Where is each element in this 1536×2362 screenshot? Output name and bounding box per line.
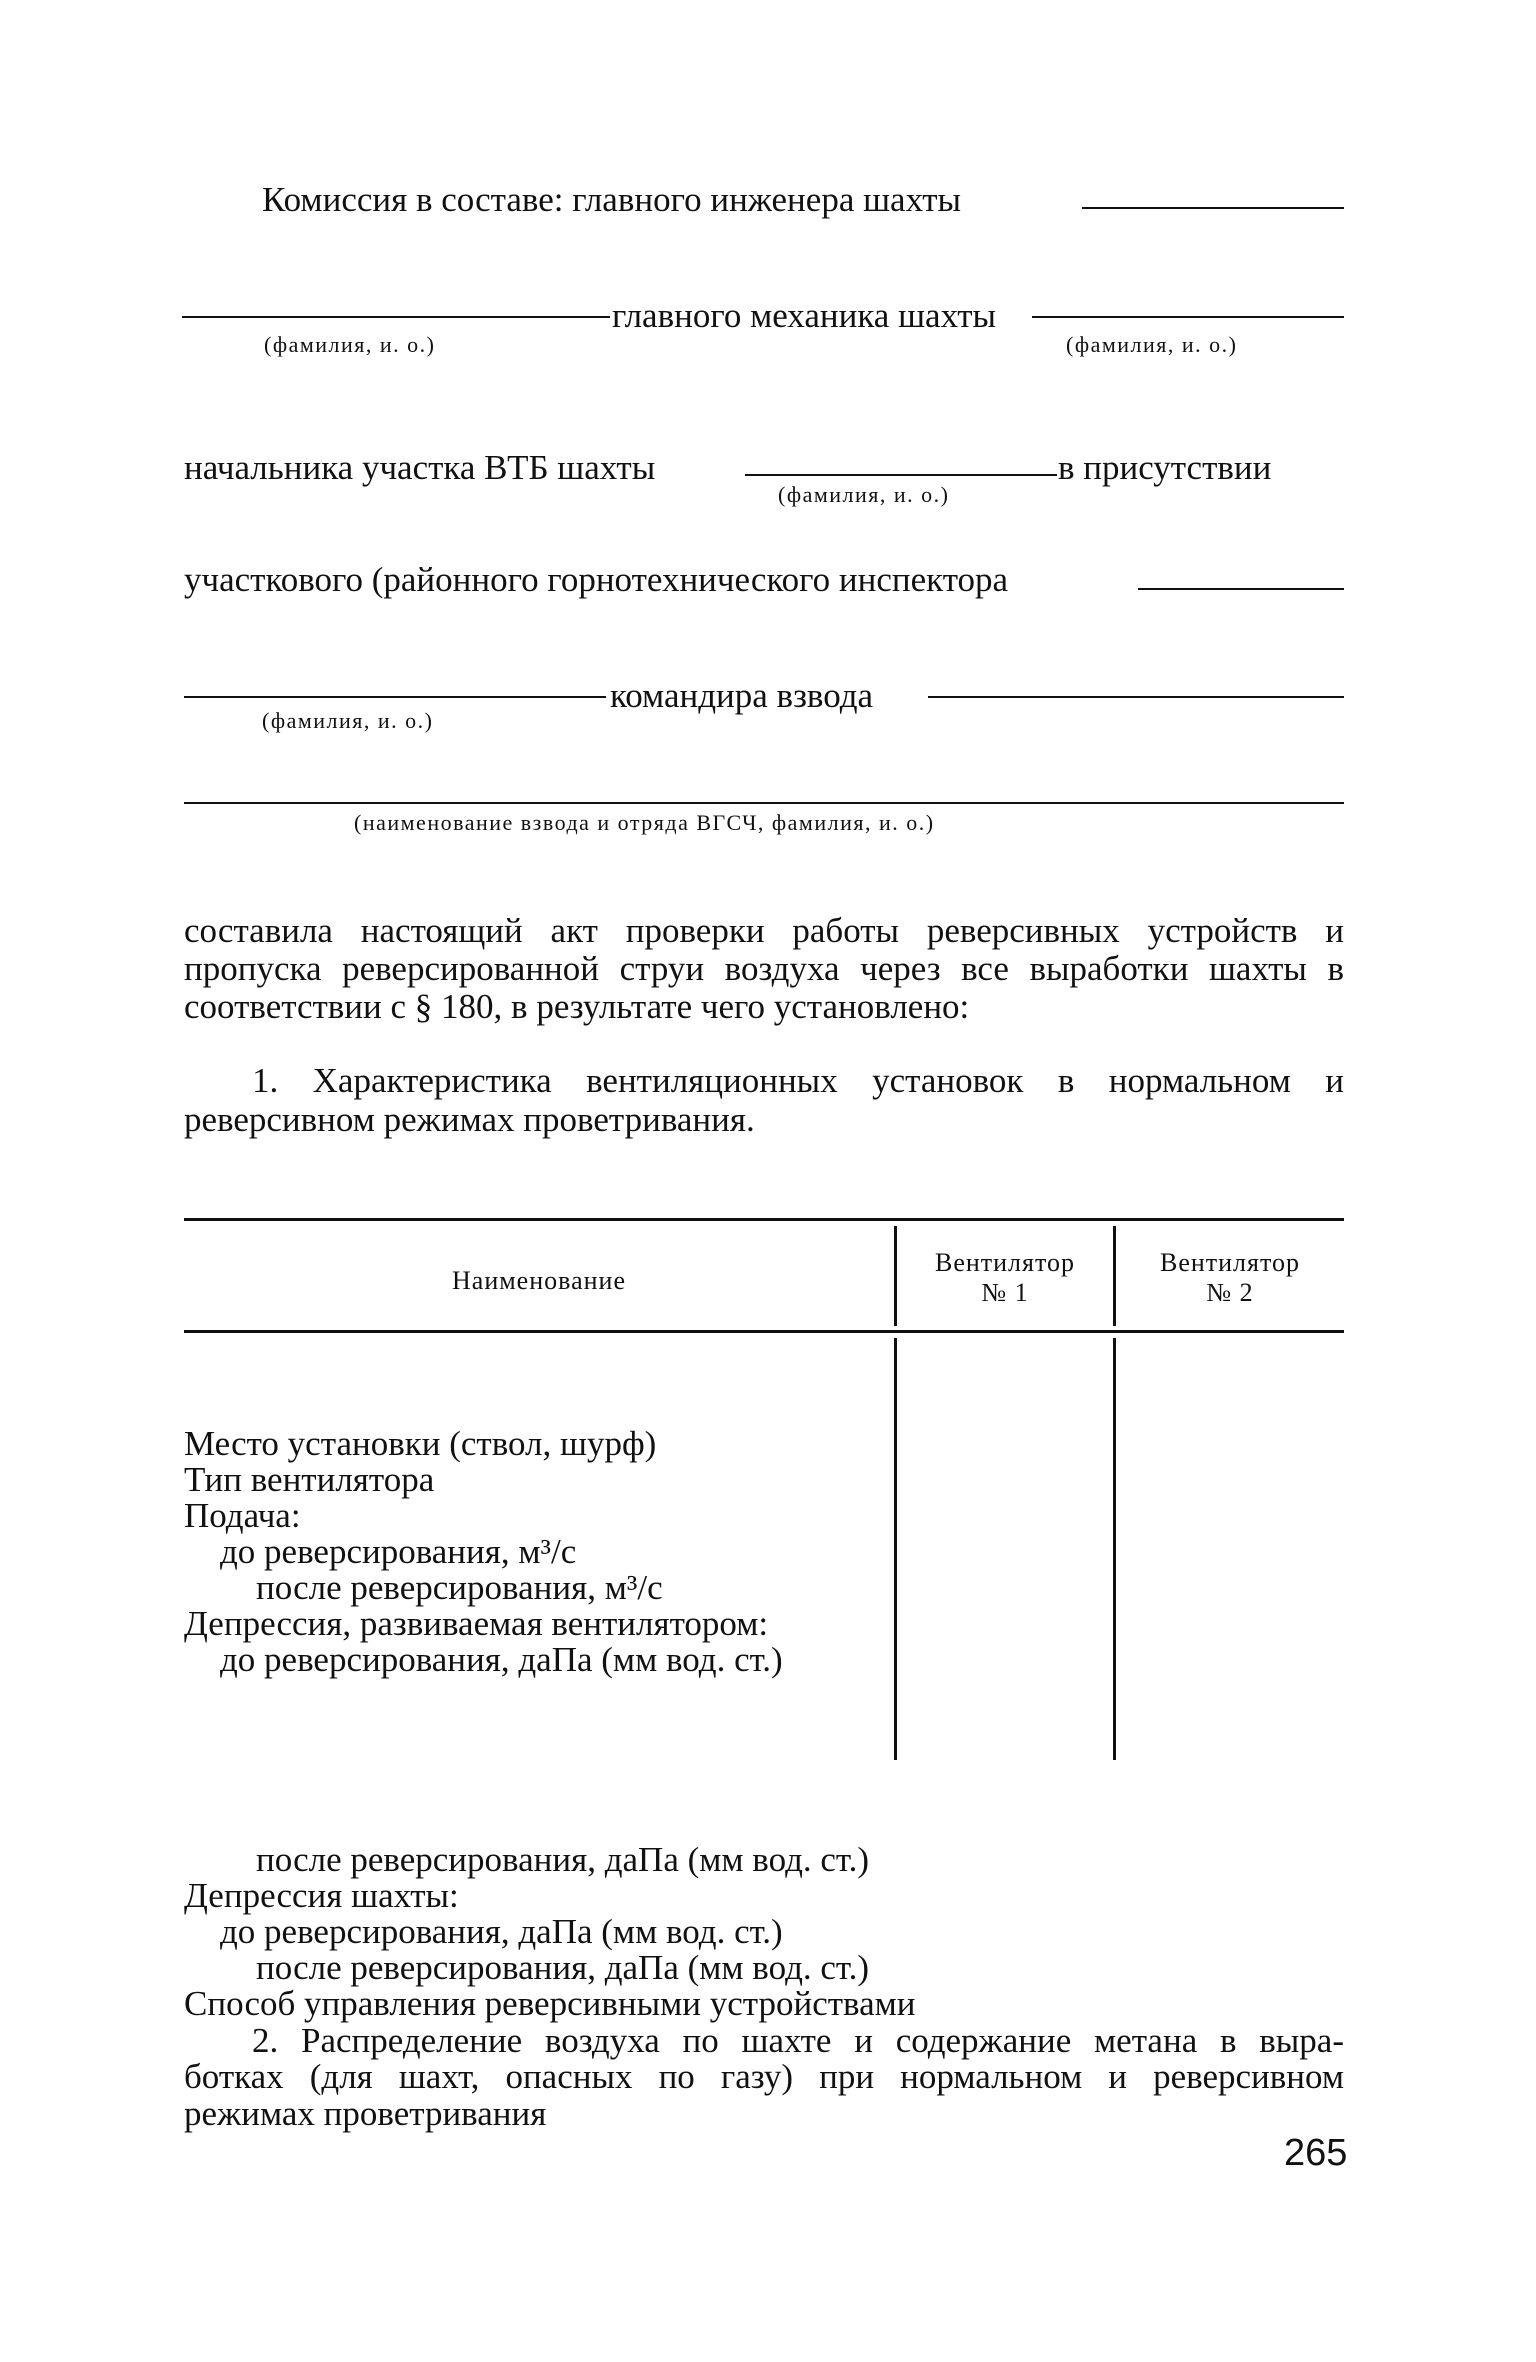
inspector-label: участкового (районного горнотехнического инспектора bbox=[184, 560, 1009, 599]
chief-engineer-blank[interactable] bbox=[1082, 207, 1344, 209]
table-divider bbox=[894, 1338, 897, 1760]
table-row: до реверсирования, даПа (мм вод. ст.) bbox=[220, 1640, 783, 1679]
table-row: после реверсирования, м³/с bbox=[256, 1568, 663, 1607]
platoon-hint: (наименование взвода и отряда ВГСЧ, фамилия, и. о.) bbox=[354, 810, 935, 835]
list-item: после реверсирования, даПа (мм вод. ст.) bbox=[256, 1840, 869, 1879]
header-name: Наименование bbox=[452, 1266, 626, 1295]
list-item: до реверсирования, даПа (мм вод. ст.) bbox=[220, 1912, 783, 1951]
header-fan-1 bbox=[897, 1248, 1113, 1308]
page-number: 265 bbox=[1284, 2132, 1348, 2174]
header-fan-1-title: Вентилятор bbox=[934, 1248, 1076, 1277]
table-row: Депрессия, развиваемая вентилятором: bbox=[184, 1604, 769, 1643]
table-divider bbox=[1113, 1338, 1116, 1760]
section-2-heading: 2. Распределение воздуха по шахте и содержание метана в выра- bbox=[252, 2021, 1344, 2060]
commission-label: Комиссия в составе: главного инженера шахты bbox=[262, 180, 962, 219]
fio-hint: (фамилия, и. о.) bbox=[264, 332, 436, 357]
act-paragraph: составила настоящий акт проверки работы реверсивных устройств и пропуска реверсированной струи воздуха через все выработки шахты в соответствии с § 180, в результате чего установлено: bbox=[184, 911, 1344, 1026]
table-header-rule bbox=[184, 1330, 1344, 1333]
list-item: Способ управления реверсивными устройствами bbox=[184, 1984, 916, 2023]
section-chief-label: начальника участка ВТБ шахты bbox=[184, 448, 656, 487]
header-fan-2 bbox=[1116, 1248, 1344, 1308]
table-row: до реверсирования, м³/с bbox=[220, 1532, 577, 1571]
section-1-heading: 1. Характеристика вентиляционных установок в нормальном и bbox=[252, 1061, 1344, 1100]
fio-hint: (фамилия, и. о.) bbox=[1066, 332, 1238, 357]
fio-hint: (фамилия, и. о.) bbox=[262, 708, 434, 733]
chief-mechanic-blank[interactable] bbox=[1032, 316, 1344, 318]
section-1-heading-cont: реверсивном режимах проветривания. bbox=[184, 1100, 755, 1139]
fio-hint: (фамилия, и. о.) bbox=[778, 482, 950, 507]
section-2-heading-cont: ботках (для шахт, опасных по газу) при нормальном и реверсивном bbox=[184, 2057, 1344, 2096]
presence-label: в присутствии bbox=[1058, 448, 1272, 487]
header-fan-2-title: Вентилятор bbox=[1159, 1248, 1301, 1277]
inspector-name-blank[interactable] bbox=[184, 696, 606, 698]
list-item: после реверсирования, даПа (мм вод. ст.) bbox=[256, 1948, 869, 1987]
header-fan-1-number: № 1 bbox=[981, 1278, 1029, 1307]
header-fan-2-number: № 2 bbox=[1206, 1278, 1254, 1307]
list-item: Депрессия шахты: bbox=[184, 1876, 459, 1915]
chief-mechanic-label: главного механика шахты bbox=[612, 296, 997, 335]
section-chief-blank[interactable] bbox=[745, 474, 1057, 476]
commission-name-blank[interactable] bbox=[182, 316, 610, 318]
table-top-rule bbox=[184, 1218, 1344, 1221]
section-2-heading-end: режимах проветривания bbox=[184, 2094, 547, 2133]
platoon-commander-blank[interactable] bbox=[928, 696, 1344, 698]
platoon-commander-label: командира взвода bbox=[610, 676, 874, 715]
table-row: Тип вентилятора bbox=[184, 1460, 435, 1499]
platoon-details-blank[interactable] bbox=[184, 802, 1344, 804]
inspector-blank[interactable] bbox=[1138, 588, 1344, 590]
table-row: Место установки (ствол, шурф) bbox=[184, 1424, 657, 1463]
table-row: Подача: bbox=[184, 1496, 301, 1535]
